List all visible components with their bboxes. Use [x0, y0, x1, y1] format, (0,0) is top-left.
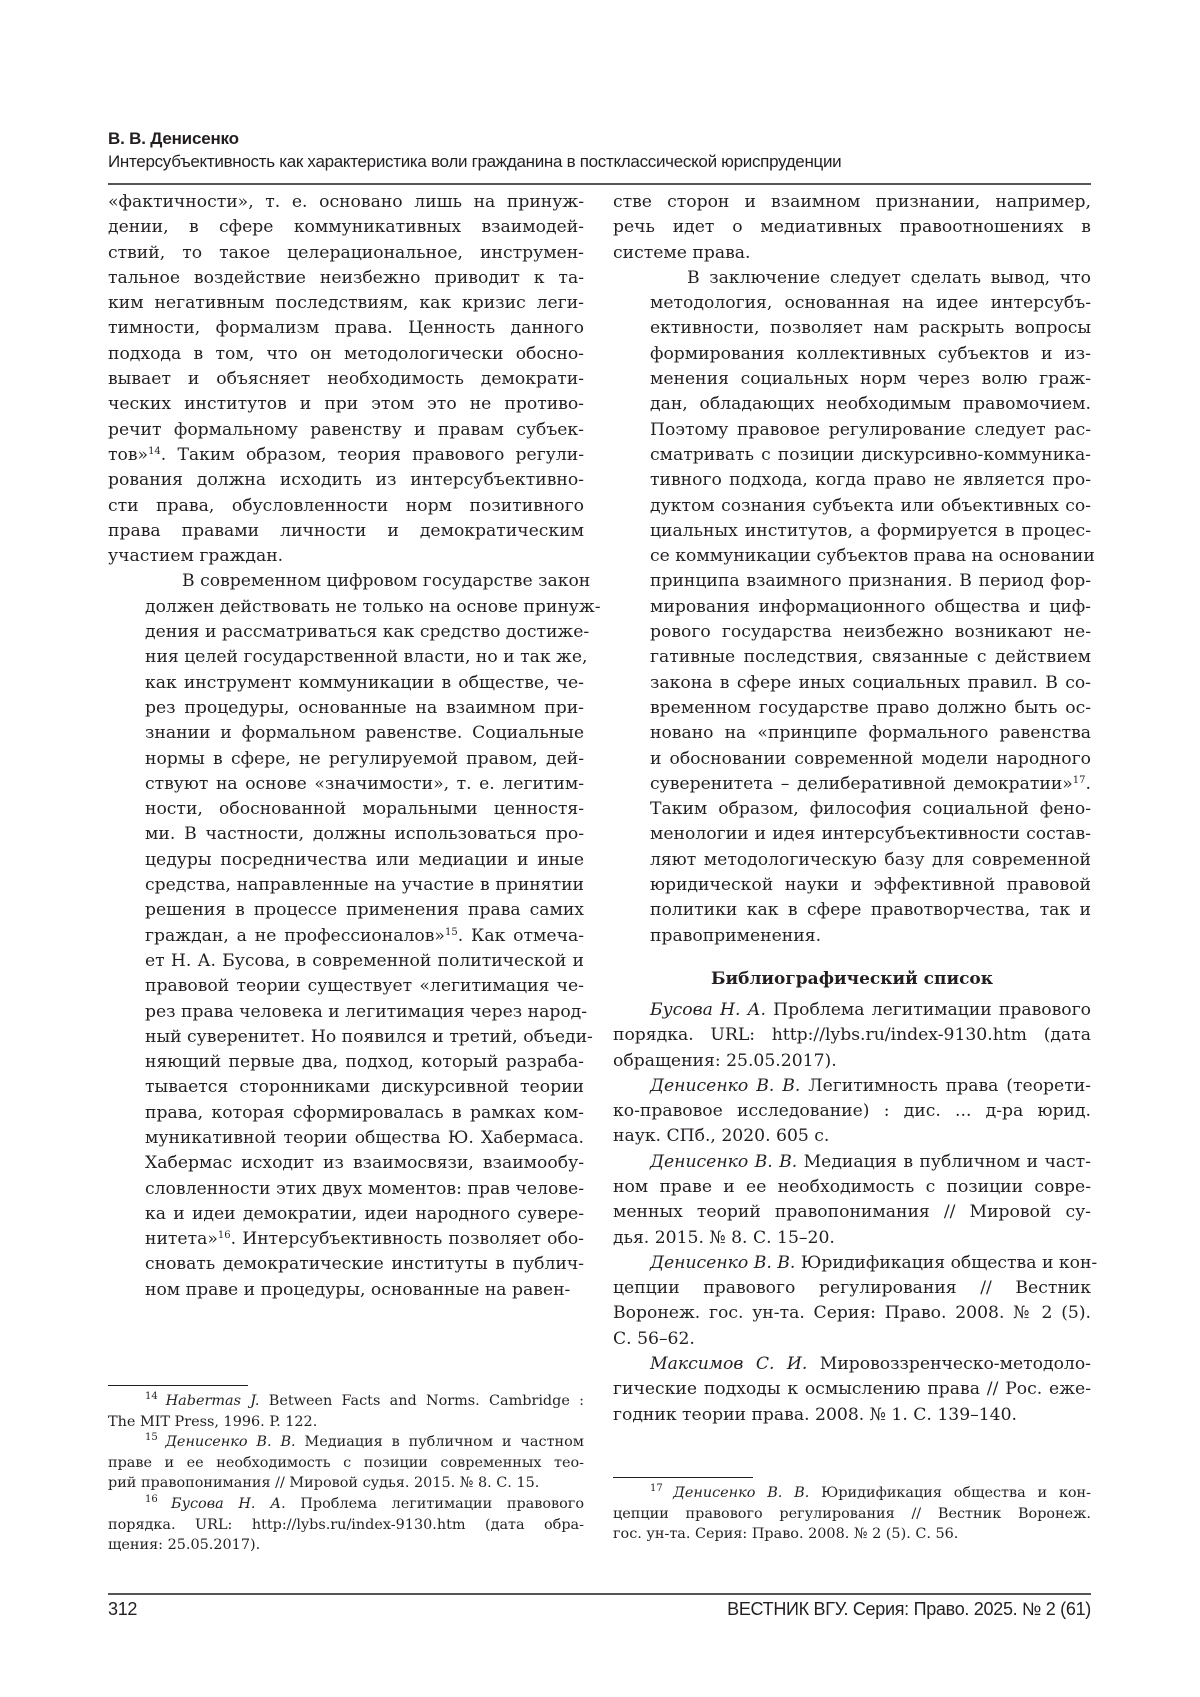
text-line: $^{15}$ Денисенко В. В. Медиация в публичном и частном	[145, 1432, 584, 1451]
text-line: цепции правового регулирования // Вестник	[613, 1278, 1091, 1299]
text-line: гические подходы к осмыслению права // Рос. еже-	[613, 1379, 1091, 1400]
text-line: наук. СПб., 2020. 605 с.	[613, 1126, 830, 1147]
footnote-author: Денисенко В. В.	[673, 1485, 810, 1501]
text-line: дья. 2015. № 8. С. 15–20.	[613, 1227, 835, 1248]
text-line: должен действовать не только на основе принуж-	[145, 596, 601, 617]
text-line: граждан, а не профессионалов»$^{15}$. Как отмеча-	[145, 925, 584, 946]
text-line: новано на «принципе формального равенства	[650, 723, 1091, 744]
text-line: тивного подхода, когда право не является про-	[650, 470, 1091, 491]
text-line: тывается сторонниками дискурсивной теории	[145, 1077, 584, 1098]
text-line: ном праве и ее необходимость с позиции совре-	[613, 1176, 1091, 1197]
footnote-author: Habermas J.	[165, 1393, 260, 1409]
footnote-number: 16	[145, 1493, 172, 1505]
text-line: методология, основанная на идее интерсубъ-	[650, 293, 1091, 314]
text-line: ния целей государственной власти, но и так же,	[145, 647, 588, 668]
right-column-body	[613, 190, 1095, 949]
bibliography-list	[613, 998, 1098, 1428]
text-line: рового государства неизбежно возникают не-	[650, 622, 1091, 643]
text-line: временном государстве право должно быть ос-	[650, 697, 1091, 718]
text-line: ный суверенитет. Но появился и третий, объеди-	[145, 1026, 593, 1047]
page-number: 312	[108, 1599, 138, 1619]
text-line: менологии и идея интерсубъективности состав-	[650, 824, 1091, 845]
text-line: правовой теории существует «легитимация че-	[145, 976, 584, 997]
text-line: сти права, обусловленности норм позитивного	[108, 495, 584, 516]
text-line: рез права человека и легитимация через народ-	[145, 1001, 588, 1022]
header-rule	[108, 183, 1091, 185]
text-line: Воронеж. гос. ун-та. Серия: Право. 2008. № 2 (5).	[613, 1303, 1091, 1324]
text-line: ности, обоснованной моральными ценностя-	[145, 799, 584, 820]
text-line: няющий первые два, подход, который разраба-	[145, 1052, 584, 1073]
bibliography-author: Денисенко В. В.	[650, 1075, 801, 1096]
text-line: се коммуникации субъектов права на основании	[650, 546, 1095, 567]
bibliography-author: Максимов С. И.	[650, 1354, 808, 1375]
text-line: гативные последствия, связанные с действием	[650, 647, 1091, 668]
text-line: порядка. URL: http://lybs.ru/index-9130.htm (дата обра-	[108, 1516, 584, 1533]
text-line: В современном цифровом государстве закон	[182, 571, 591, 592]
text-line: Денисенко В. В. Юридификация общества и кон-	[650, 1252, 1098, 1273]
text-line: дения и рассматриваться как средство достиже-	[145, 622, 590, 643]
text-line: ном праве и процедуры, основанные на равен-	[145, 1279, 571, 1300]
footnote-number: 14	[145, 1391, 166, 1402]
bibliography-entry	[613, 1251, 1098, 1352]
running-head	[108, 128, 1088, 174]
footnote-rule	[108, 1385, 248, 1386]
text-line: решения в процессе применения права самих	[145, 900, 584, 921]
text-line: ствий, то такое целерациональное, инструмен-	[108, 242, 584, 263]
text-line: ко-правовое исследование) : дис. ... д-ра юрид.	[613, 1101, 1091, 1122]
text-line: Бусова Н. А. Проблема легитимации правового	[650, 999, 1091, 1020]
footnote-author: Денисенко В. В.	[165, 1434, 296, 1451]
text-line: ствуют на основе «значимости», т. е. легитим-	[145, 773, 584, 794]
text-line: менных теорий правопонимания // Мировой су-	[613, 1202, 1091, 1223]
body-paragraph	[108, 190, 584, 569]
text-line: рования должна исходить из интерсубъективно-	[108, 470, 584, 491]
text-line: праве и ее необходимость с позиции современных тео-	[108, 1454, 584, 1471]
text-line: права правами личности и демократическим	[108, 520, 584, 541]
left-column	[108, 190, 601, 1303]
footnote-ref[interactable]: 16	[217, 1230, 231, 1242]
text-line: Максимов С. И. Мировоззренческо-методоло-	[650, 1354, 1091, 1375]
footnote-number: 15	[145, 1432, 166, 1444]
text-line: Денисенко В. В. Легитимность права (теорети-	[650, 1075, 1091, 1096]
text-line: циальных институтов, а формируется в процес-	[650, 520, 1091, 541]
text-line: $^{17}$ Денисенко В. В. Юридификация общества и кон-	[650, 1483, 1091, 1501]
bibliography-entry	[613, 1150, 1091, 1251]
text-line: дан, обладающих необходимым правомочием.	[650, 394, 1091, 415]
text-line: участием граждан.	[108, 546, 284, 567]
text-line: знании и формальном равенстве. Социальные	[145, 723, 584, 744]
text-line: «фактичности», т. е. основано лишь на принуж-	[108, 192, 584, 212]
text-line: ляют методологическую базу для современной	[650, 849, 1091, 870]
text-line: менения социальных норм через волю граж-	[650, 369, 1091, 390]
text-line: рий правопонимания // Мировой судья. 2015. № 8. С. 15.	[108, 1475, 540, 1492]
text-line: суверенитета – делиберативной демократии»$^{17}$.	[650, 773, 1091, 794]
footnote-ref[interactable]: 14	[148, 445, 161, 457]
text-line: мирования информационного общества и циф-	[650, 596, 1091, 617]
text-line: $^{16}$ Бусова Н. А. Проблема легитимации правового	[145, 1493, 584, 1512]
footnote	[613, 1483, 1091, 1545]
text-line: юридической науки и эффективной правовой	[650, 875, 1091, 896]
text-line: тальное воздействие неизбежно приводит к та-	[108, 267, 584, 288]
bibliography-author: Денисенко В. В.	[650, 1151, 798, 1172]
text-line: принципа взаимного признания. В период фор-	[650, 571, 1091, 592]
text-line: сновать демократические институты в публич-	[145, 1254, 584, 1275]
text-line: рез процедуры, основанные на взаимном при-	[145, 697, 584, 718]
text-line: политики как в сфере правотворчества, так и	[650, 900, 1091, 921]
text-line: нитета»$^{16}$. Интерсубъективность позволяет обо-	[145, 1229, 584, 1250]
text-line: речь идет о медиативных правоотношениях в	[613, 217, 1091, 238]
text-line: ка и идеи демократии, идеи народного сувере-	[145, 1203, 584, 1224]
footnote	[108, 1494, 584, 1556]
footnote	[108, 1391, 584, 1432]
text-line: вывает и объясняет необходимость демократи-	[108, 369, 584, 390]
bibliography-heading: Библиографический список	[710, 968, 994, 989]
text-line: ким негативным последствиям, как кризис леги-	[108, 293, 584, 314]
right-column	[613, 190, 1098, 1428]
text-line: порядка. URL: http://lybs.ru/index-9130.htm (дата	[613, 1025, 1091, 1046]
text-line: ективности, позволяет нам раскрыть вопросы	[650, 318, 1091, 339]
text-line: муникативной теории общества Ю. Хабермаса.	[145, 1127, 584, 1148]
text-line: $^{14}$ Habermas J. Between Facts and Norms. Cambridge :	[145, 1391, 584, 1409]
bibliography-entry	[613, 1352, 1091, 1428]
body-paragraph	[108, 569, 601, 1303]
body-paragraph	[613, 266, 1095, 949]
text-line: Хабермас исходит из взаимосвязи, взаимообу-	[145, 1153, 584, 1174]
text-line: годник теории права. 2008. № 1. С. 139–140.	[613, 1404, 1018, 1425]
text-line: тимности, формализм права. Ценность данного	[108, 318, 584, 339]
footnotes-right	[613, 1483, 1091, 1545]
journal-info: ВЕСТНИК ВГУ. Серия: Право. 2025. № 2 (61)	[727, 1599, 1091, 1619]
running-head-author: В. В. Денисенко	[108, 129, 239, 148]
text-line: сматривать с позиции дискурсивно-коммуника-	[650, 444, 1091, 465]
footnotes-left	[108, 1391, 584, 1556]
text-line: ческих институтов и при этом это не противо-	[108, 394, 584, 415]
text-line: В заключение следует сделать вывод, что	[687, 267, 1091, 288]
footnote	[108, 1432, 584, 1494]
text-line: системе права.	[613, 242, 751, 263]
text-line: Денисенко В. В. Медиация в публичном и част-	[650, 1151, 1091, 1172]
text-line: подхода в том, что он методологически обосно-	[108, 343, 584, 364]
text-line: Таким образом, философия социальной фено-	[650, 799, 1091, 820]
text-line: как инструмент коммуникации в обществе, че-	[145, 672, 584, 693]
text-line: формирования коллективных субъектов и из-	[650, 343, 1091, 364]
text-line: закона в сфере иных социальных правил. В со-	[650, 672, 1091, 693]
text-line: средства, направленные на участие в принятии	[145, 875, 584, 896]
text-line: цепции правового регулирования // Вестник Воронеж.	[613, 1505, 1091, 1522]
text-line: правоприменения.	[650, 925, 822, 946]
bibliography-author: Бусова Н. А.	[650, 999, 767, 1020]
text-line: ет Н. А. Бусова, в современной политической и	[145, 950, 584, 971]
text-line: права, которая сформировалась в рамках ком-	[145, 1102, 584, 1123]
text-line: щения: 25.05.2017).	[108, 1537, 261, 1554]
text-line: и обосновании современной модели народного	[650, 748, 1091, 769]
text-line: стве сторон и взаимном признании, например,	[613, 192, 1091, 212]
text-line: цедуры посредничества или медиации и иные	[145, 849, 584, 870]
text-line: обращения: 25.05.2017).	[613, 1050, 837, 1071]
running-head-title: Интерсубъективность как характеристика воли гражданина в постклассической юриспруденции	[108, 152, 842, 171]
bibliography-author: Денисенко В. В.	[650, 1252, 796, 1273]
footnote-ref[interactable]: 15	[444, 926, 458, 938]
text-line: ми. В частности, должны использоваться про-	[145, 824, 584, 845]
text-line: речит формальному равенству и правам субъек-	[108, 419, 584, 440]
text-line: дении, в сфере коммуникативных взаимодей-	[108, 217, 584, 238]
footer-rule	[108, 1593, 1091, 1595]
text-line: С. 56–62.	[613, 1328, 695, 1349]
bibliography-entry	[613, 998, 1091, 1074]
text-line: гос. ун-та. Серия: Право. 2008. № 2 (5). С. 56.	[613, 1526, 959, 1543]
text-line: The MIT Press, 1996. P. 122.	[108, 1413, 318, 1430]
footnote-ref[interactable]: 17	[1072, 774, 1086, 786]
bibliography-entry	[613, 1074, 1091, 1150]
body-paragraph	[613, 190, 1091, 266]
text-line: словленности этих двух моментов: прав челове-	[145, 1178, 584, 1199]
text-line: дуктом сознания субъекта или объективных со-	[650, 495, 1091, 516]
text-line: тов»$^{14}$. Таким образом, теория правового регули-	[108, 444, 584, 465]
footnote-author: Бусова Н. А.	[171, 1495, 286, 1512]
footnote-number: 17	[650, 1483, 674, 1494]
text-line: нормы в сфере, не регулируемой правом, дей-	[145, 748, 584, 769]
text-line: Поэтому правовое регулирование следует рас-	[650, 419, 1091, 440]
footnote-rule	[613, 1477, 753, 1478]
